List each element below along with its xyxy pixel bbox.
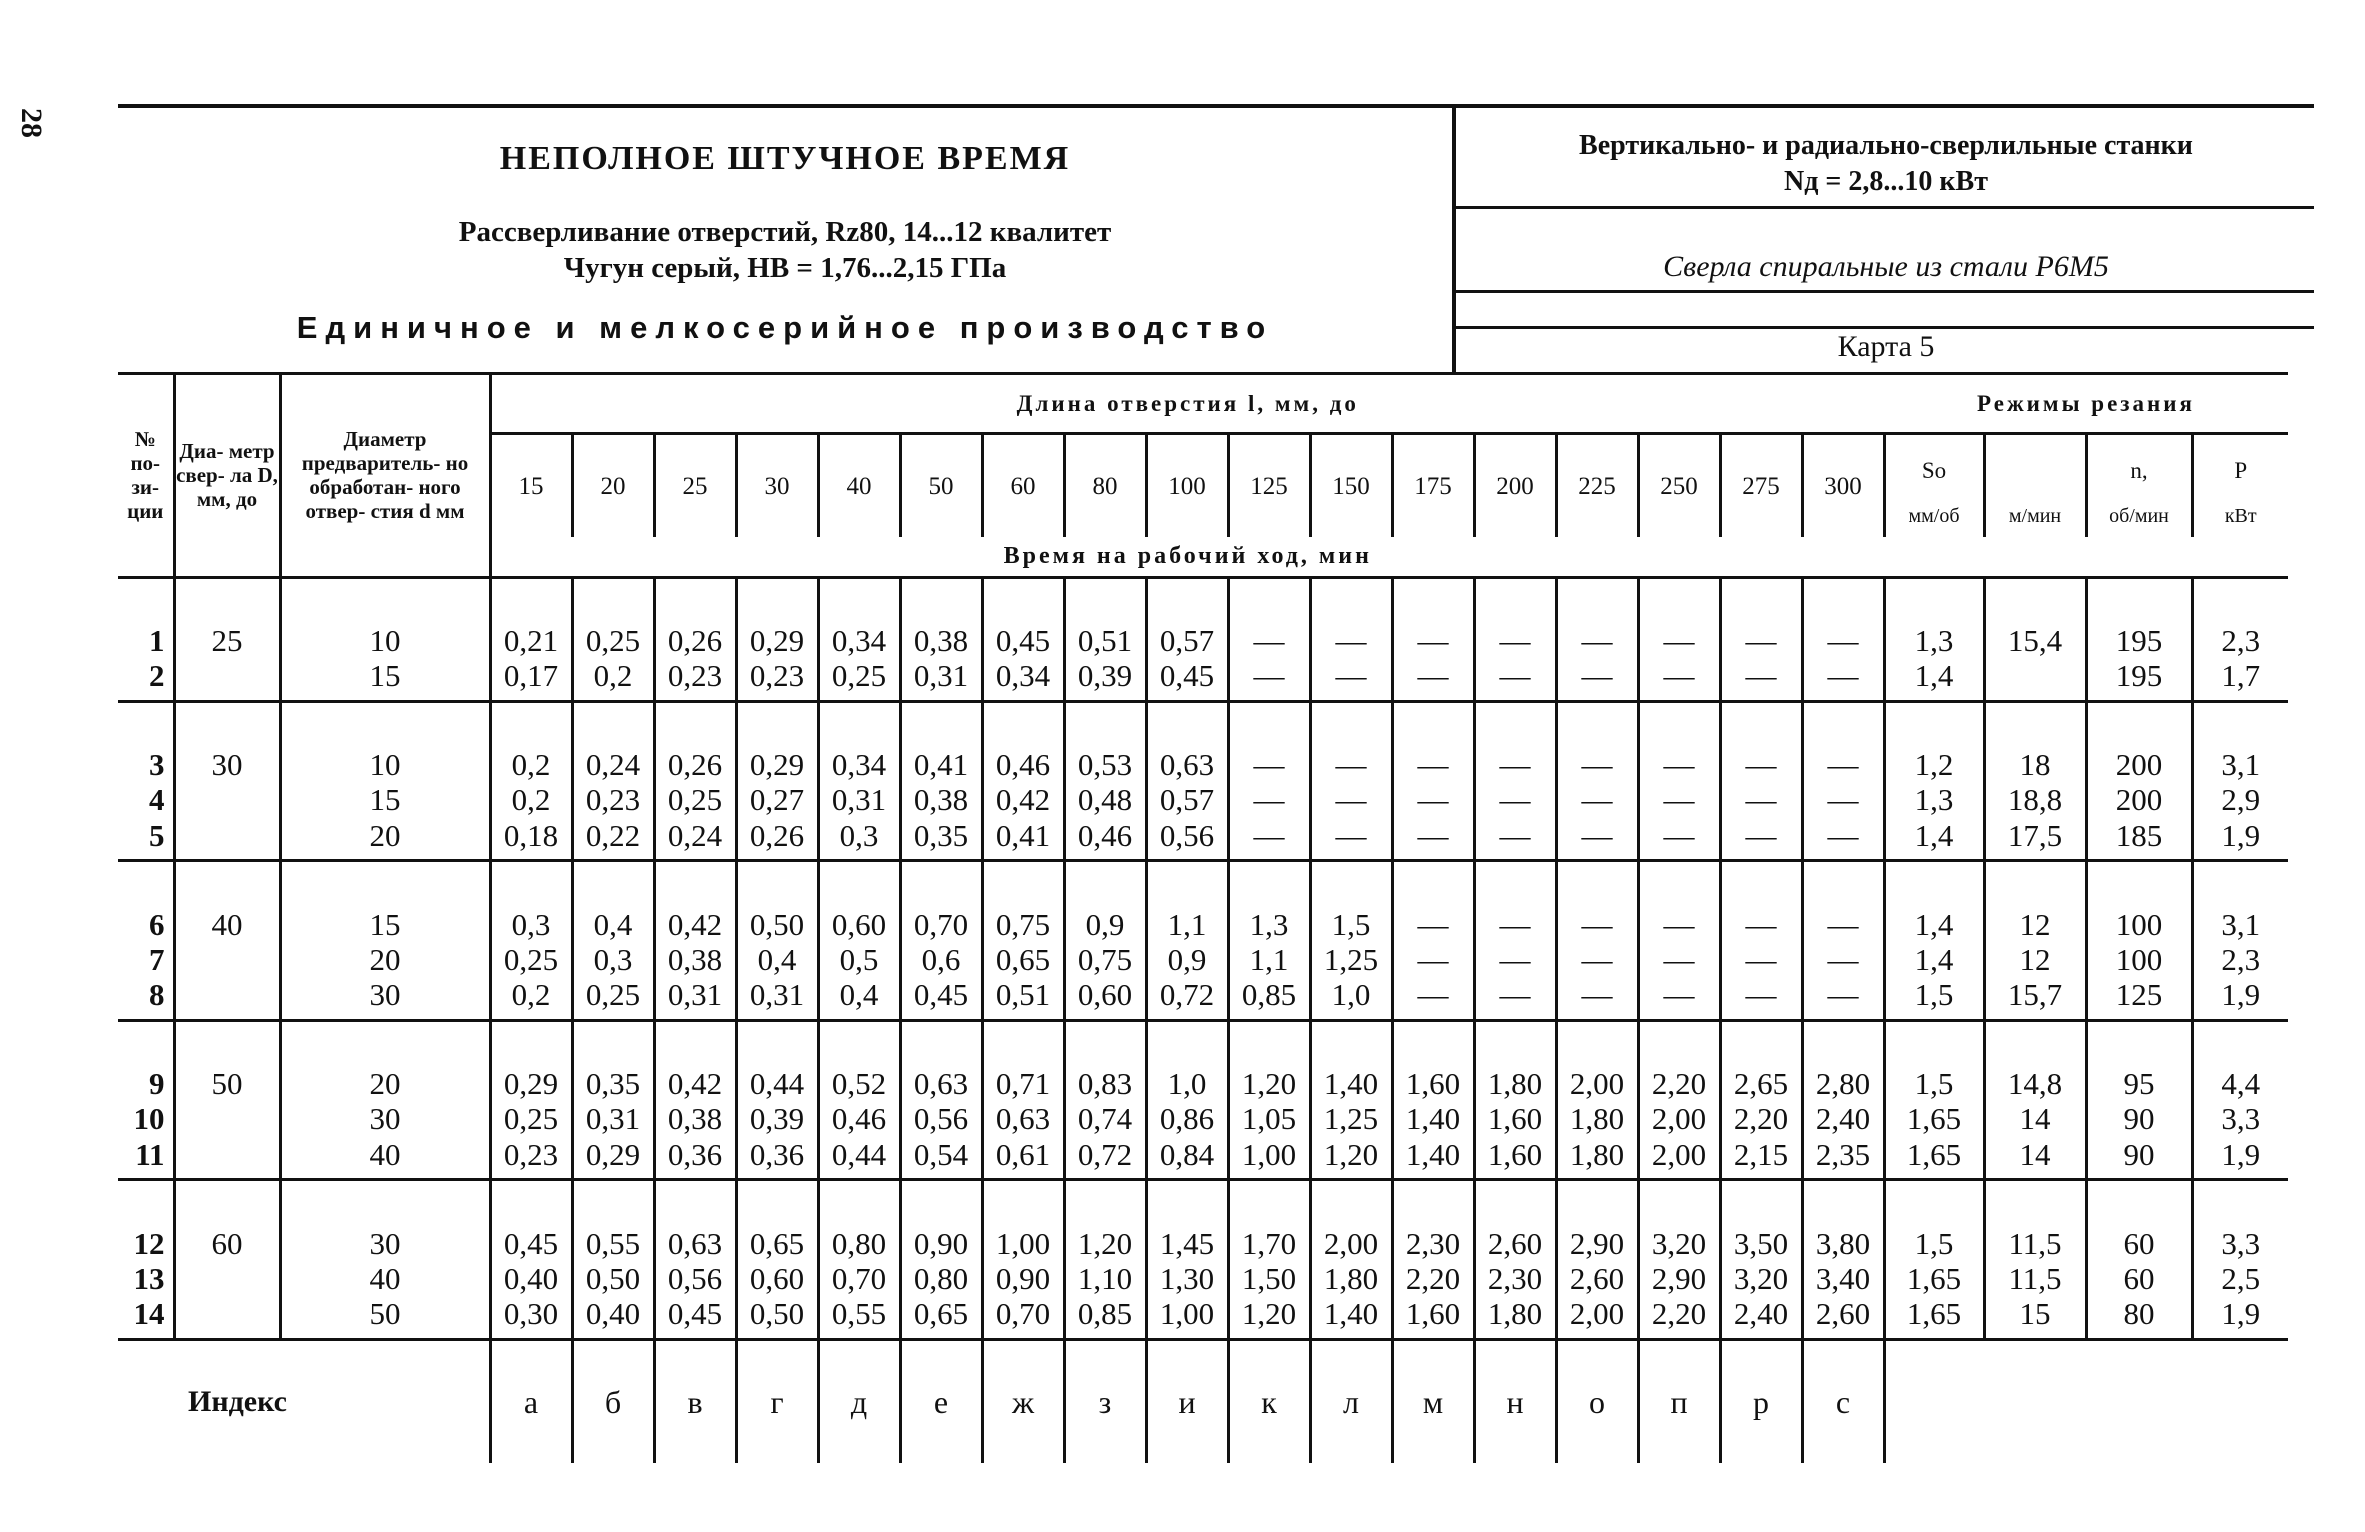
rule-right-2 xyxy=(1452,290,2314,293)
time-cell: 0,41 0,38 0,35 xyxy=(900,741,982,860)
mode-col-unit: кВт xyxy=(2224,505,2257,527)
time-cell: 1,40 1,25 1,20 xyxy=(1310,1060,1392,1179)
group-spacer xyxy=(118,861,2288,901)
mode-col-unit: об/мин xyxy=(2109,505,2169,527)
rule-right-1 xyxy=(1452,206,2314,209)
index-row xyxy=(118,1339,2288,1463)
time-cell: 1,00 0,90 0,70 xyxy=(982,1220,1064,1339)
time-cell: 1,20 1,05 1,00 xyxy=(1228,1060,1310,1179)
time-cell: 1,5 1,25 1,0 xyxy=(1310,901,1392,1020)
time-cell: 0,51 0,39 xyxy=(1064,617,1146,701)
position-numbers: 6 7 8 xyxy=(118,901,174,1020)
time-cell: 2,90 2,60 2,00 xyxy=(1556,1220,1638,1339)
index-cell: к xyxy=(1228,1339,1310,1463)
time-cell: — — — xyxy=(1556,901,1638,1020)
feed-cell: 1,4 1,4 1,5 xyxy=(1884,901,1984,1020)
time-cell: — — xyxy=(1310,617,1392,701)
time-cell: 2,30 2,20 1,60 xyxy=(1392,1220,1474,1339)
feed-cell: 1,3 1,4 xyxy=(1884,617,1984,701)
time-cell: 0,80 0,70 0,55 xyxy=(818,1220,900,1339)
mode-col-name: n, xyxy=(2130,458,2148,483)
header-time-per-pass: Время на рабочий ход, мин xyxy=(1003,543,1372,570)
time-cell: 1,60 1,40 1,40 xyxy=(1392,1060,1474,1179)
position-numbers: 12 13 14 xyxy=(118,1220,174,1339)
time-cell: 0,50 0,4 0,31 xyxy=(736,901,818,1020)
power-cell: 3,1 2,3 1,9 xyxy=(2221,906,2261,1013)
group-spacer xyxy=(118,1180,2288,1220)
length-col-30: 30 xyxy=(736,434,818,538)
index-cell: о xyxy=(1556,1339,1638,1463)
index-empty xyxy=(1884,1339,1984,1463)
time-cell: 1,0 0,86 0,84 xyxy=(1146,1060,1228,1179)
length-col-80: 80 xyxy=(1064,434,1146,538)
drill-diameter-cell: 25 xyxy=(174,617,280,701)
machine-type: Вертикально- и радиально-сверлильные станки xyxy=(1579,130,2193,161)
time-cell: — — — xyxy=(1802,741,1884,860)
page-number: 28 xyxy=(15,108,48,138)
tool-type: Сверла спиральные из стали Р6М5 xyxy=(1663,250,2109,283)
header-pre-diameter: Диаметр предваритель- но обработан- ного отвер- стия d мм xyxy=(280,374,490,578)
index-cell: л xyxy=(1310,1339,1392,1463)
time-cell: 2,00 1,80 1,40 xyxy=(1310,1220,1392,1339)
power-cell: 2,3 1,7 xyxy=(2221,623,2261,694)
time-cell: 3,80 3,40 2,60 xyxy=(1802,1220,1884,1339)
length-col-175: 175 xyxy=(1392,434,1474,538)
time-cell: — — xyxy=(1720,617,1802,701)
header-position: № по- зи- ции xyxy=(118,374,174,578)
time-cell: 0,4 0,3 0,25 xyxy=(572,901,654,1020)
header-cutting-modes: Режимы резания xyxy=(1884,374,2288,434)
time-cell: — — — xyxy=(1474,741,1556,860)
index-empty xyxy=(2086,1339,2192,1463)
time-cell: 1,3 1,1 0,85 xyxy=(1228,901,1310,1020)
length-col-60: 60 xyxy=(982,434,1064,538)
time-cell: 0,29 0,27 0,26 xyxy=(736,741,818,860)
time-cell: 0,57 0,45 xyxy=(1146,617,1228,701)
speed-cell: 15,4 xyxy=(1984,617,2086,701)
time-cell: 0,60 0,5 0,4 xyxy=(818,901,900,1020)
mode-col-1 xyxy=(1984,434,2086,538)
index-empty xyxy=(1984,1339,2086,1463)
pre-diameter-cell: 10 15 20 xyxy=(280,741,490,860)
time-cell: 0,29 0,25 0,23 xyxy=(490,1060,572,1179)
speed-cell: 14,8 14 14 xyxy=(1984,1060,2086,1179)
index-empty xyxy=(2192,1339,2288,1463)
drill-diameter-cell: 40 xyxy=(174,901,280,1020)
index-cell: ж xyxy=(982,1339,1064,1463)
index-cell: п xyxy=(1638,1339,1720,1463)
time-cell: — — — xyxy=(1228,741,1310,860)
position-numbers: 9 10 11 xyxy=(118,1060,174,1179)
length-col-150: 150 xyxy=(1310,434,1392,538)
time-cell: 3,50 3,20 2,40 xyxy=(1720,1220,1802,1339)
time-cell: 0,9 0,75 0,60 xyxy=(1064,901,1146,1020)
card-number: Карта 5 xyxy=(1837,330,1935,363)
time-cell: 1,1 0,9 0,72 xyxy=(1146,901,1228,1020)
time-cell: 0,45 0,34 xyxy=(982,617,1064,701)
index-cell: р xyxy=(1720,1339,1802,1463)
time-cell: 1,70 1,50 1,20 xyxy=(1228,1220,1310,1339)
power-range: Nд = 2,8...10 кВт xyxy=(1784,166,1988,197)
time-cell: 0,42 0,38 0,31 xyxy=(654,901,736,1020)
time-cell: 2,65 2,20 2,15 xyxy=(1720,1060,1802,1179)
mode-col-unit: м/мин xyxy=(2008,505,2062,527)
time-cell: 0,29 0,23 xyxy=(736,617,818,701)
document-title: НЕПОЛНОЕ ШТУЧНОЕ ВРЕМЯ xyxy=(499,140,1071,177)
time-cell: 0,3 0,25 0,2 xyxy=(490,901,572,1020)
length-col-300: 300 xyxy=(1802,434,1884,538)
time-cell: 0,44 0,39 0,36 xyxy=(736,1060,818,1179)
mode-col-0 xyxy=(1884,434,1984,538)
time-cell: 0,75 0,65 0,51 xyxy=(982,901,1064,1020)
table-row xyxy=(118,617,2288,701)
time-cell: — — — xyxy=(1720,901,1802,1020)
index-cell: д xyxy=(818,1339,900,1463)
time-cell: 0,38 0,31 xyxy=(900,617,982,701)
pre-diameter-cell: 10 15 xyxy=(280,617,490,701)
rule-right-3 xyxy=(1452,326,2314,329)
length-col-15: 15 xyxy=(490,434,572,538)
speed-cell: 11,5 11,5 15 xyxy=(1984,1220,2086,1339)
mode-col-2 xyxy=(2086,434,2192,538)
time-cell: 0,71 0,63 0,61 xyxy=(982,1060,1064,1179)
time-cell: — — — xyxy=(1556,741,1638,860)
length-col-40: 40 xyxy=(818,434,900,538)
time-cell: 0,52 0,46 0,44 xyxy=(818,1060,900,1179)
mode-col-name xyxy=(1986,446,2085,496)
drill-diameter-cell: 60 xyxy=(174,1220,280,1339)
power-cell: 4,4 3,3 1,9 xyxy=(2221,1066,2261,1172)
pre-diameter-cell: 15 20 30 xyxy=(280,901,490,1020)
time-cell: 2,60 2,30 1,80 xyxy=(1474,1220,1556,1339)
length-col-50: 50 xyxy=(900,434,982,538)
material-subtitle: Чугун серый, HB = 1,76...2,15 ГПа xyxy=(563,252,1007,284)
index-cell: б xyxy=(572,1339,654,1463)
time-cell: — — — xyxy=(1638,901,1720,1020)
header-drill-diameter: Диа- метр свер- ла D, мм, до xyxy=(174,374,280,578)
time-cell: — — xyxy=(1802,617,1884,701)
time-cell: 0,55 0,50 0,40 xyxy=(572,1220,654,1339)
power-cell: 3,1 2,9 1,9 xyxy=(2221,747,2261,853)
time-table xyxy=(118,372,2288,1463)
time-cell: 0,24 0,23 0,22 xyxy=(572,741,654,860)
group-spacer xyxy=(118,701,2288,741)
time-cell: 2,00 1,80 1,80 xyxy=(1556,1060,1638,1179)
operation-subtitle: Рассверливание отверстий, Rz80, 14...12 квалитет xyxy=(458,216,1112,248)
rpm-cell: 100 100 125 xyxy=(2086,901,2192,1020)
speed-cell: 18 18,8 17,5 xyxy=(1984,741,2086,860)
time-cell: 0,63 0,56 0,54 xyxy=(900,1060,982,1179)
time-cell: — — xyxy=(1228,617,1310,701)
top-rule xyxy=(118,104,2314,108)
time-cell: 0,45 0,40 0,30 xyxy=(490,1220,572,1339)
time-cell: 0,42 0,38 0,36 xyxy=(654,1060,736,1179)
time-cell: — — — xyxy=(1720,741,1802,860)
index-cell: з xyxy=(1064,1339,1146,1463)
length-col-125: 125 xyxy=(1228,434,1310,538)
time-cell: 2,80 2,40 2,35 xyxy=(1802,1060,1884,1179)
feed-cell: 1,5 1,65 1,65 xyxy=(1884,1220,1984,1339)
length-col-225: 225 xyxy=(1556,434,1638,538)
time-cell: — — — xyxy=(1638,741,1720,860)
time-cell: 0,70 0,6 0,45 xyxy=(900,901,982,1020)
time-cell: 0,26 0,23 xyxy=(654,617,736,701)
mode-col-unit: мм/об xyxy=(1908,505,1960,527)
time-cell: — — xyxy=(1474,617,1556,701)
time-cell: — — xyxy=(1556,617,1638,701)
time-cell: — — — xyxy=(1392,741,1474,860)
length-col-200: 200 xyxy=(1474,434,1556,538)
time-cell: 1,45 1,30 1,00 xyxy=(1146,1220,1228,1339)
time-cell: 3,20 2,90 2,20 xyxy=(1638,1220,1720,1339)
length-col-100: 100 xyxy=(1146,434,1228,538)
index-cell: а xyxy=(490,1339,572,1463)
length-col-25: 25 xyxy=(654,434,736,538)
time-cell: 0,63 0,57 0,56 xyxy=(1146,741,1228,860)
position-numbers: 3 4 5 xyxy=(118,741,174,860)
table-row xyxy=(118,901,2288,1020)
index-cell: е xyxy=(900,1339,982,1463)
time-cell: — — — xyxy=(1392,901,1474,1020)
rpm-cell: 200 200 185 xyxy=(2086,741,2192,860)
index-cell: в xyxy=(654,1339,736,1463)
position-numbers: 1 2 xyxy=(118,617,174,701)
index-cell: н xyxy=(1474,1339,1556,1463)
feed-cell: 1,5 1,65 1,65 xyxy=(1884,1060,1984,1179)
index-cell: и xyxy=(1146,1339,1228,1463)
time-cell: — — — xyxy=(1802,901,1884,1020)
table-row xyxy=(118,1220,2288,1339)
time-cell: 1,20 1,10 0,85 xyxy=(1064,1220,1146,1339)
time-cell: — — xyxy=(1392,617,1474,701)
index-label: Индекс xyxy=(118,1339,490,1463)
table-body xyxy=(118,577,2288,1339)
time-cell: 0,35 0,31 0,29 xyxy=(572,1060,654,1179)
rpm-cell: 95 90 90 xyxy=(2086,1060,2192,1179)
time-cell: 0,2 0,2 0,18 xyxy=(490,741,572,860)
index-cell: м xyxy=(1392,1339,1474,1463)
feed-cell: 1,2 1,3 1,4 xyxy=(1884,741,1984,860)
group-spacer xyxy=(118,577,2288,617)
time-cell: 0,83 0,74 0,72 xyxy=(1064,1060,1146,1179)
mode-col-3 xyxy=(2192,434,2288,538)
header-hole-length: Длина отверстия l, мм, до xyxy=(490,374,1884,434)
time-cell: 0,90 0,80 0,65 xyxy=(900,1220,982,1339)
time-cell: 0,21 0,17 xyxy=(490,617,572,701)
time-cell: 0,34 0,25 xyxy=(818,617,900,701)
drill-diameter-cell: 30 xyxy=(174,741,280,860)
time-cell: 0,26 0,25 0,24 xyxy=(654,741,736,860)
time-cell: 0,25 0,2 xyxy=(572,617,654,701)
group-spacer xyxy=(118,1020,2288,1060)
production-type: Единичное и мелкосерийное производство xyxy=(296,310,1274,345)
pre-diameter-cell: 20 30 40 xyxy=(280,1060,490,1179)
time-cell: — — — xyxy=(1310,741,1392,860)
index-cell: г xyxy=(736,1339,818,1463)
speed-cell: 12 12 15,7 xyxy=(1984,901,2086,1020)
table-row xyxy=(118,1060,2288,1179)
time-cell: 0,34 0,31 0,3 xyxy=(818,741,900,860)
table-row xyxy=(118,741,2288,860)
time-cell: 1,80 1,60 1,60 xyxy=(1474,1060,1556,1179)
rpm-cell: 60 60 80 xyxy=(2086,1220,2192,1339)
time-cell: 0,65 0,60 0,50 xyxy=(736,1220,818,1339)
index-cell: с xyxy=(1802,1339,1884,1463)
time-cell: 2,20 2,00 2,00 xyxy=(1638,1060,1720,1179)
mode-col-name: P xyxy=(2234,458,2248,483)
rpm-cell: 195 195 xyxy=(2086,617,2192,701)
time-cell: 0,53 0,48 0,46 xyxy=(1064,741,1146,860)
length-col-275: 275 xyxy=(1720,434,1802,538)
time-cell: — — — xyxy=(1474,901,1556,1020)
length-col-250: 250 xyxy=(1638,434,1720,538)
header-divider xyxy=(1452,104,1456,372)
power-cell: 3,3 2,5 1,9 xyxy=(2221,1225,2261,1332)
drill-diameter-cell: 50 xyxy=(174,1060,280,1179)
pre-diameter-cell: 30 40 50 xyxy=(280,1220,490,1339)
time-cell: — — xyxy=(1638,617,1720,701)
mode-col-name: So xyxy=(1921,458,1947,483)
length-col-20: 20 xyxy=(572,434,654,538)
time-cell: 0,46 0,42 0,41 xyxy=(982,741,1064,860)
time-cell: 0,63 0,56 0,45 xyxy=(654,1220,736,1339)
